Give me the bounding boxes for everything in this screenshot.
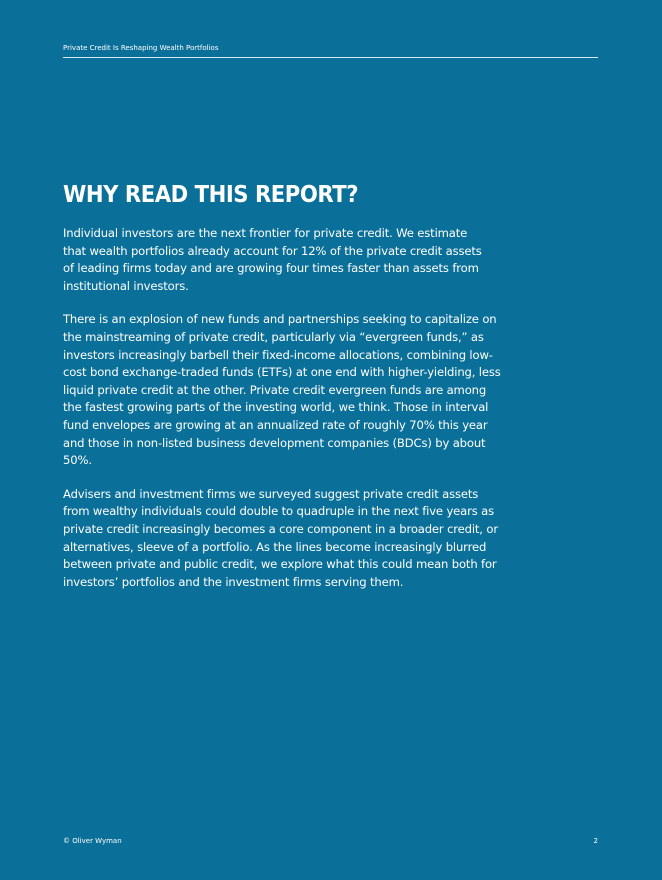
page-number: 2 [593, 837, 598, 845]
running-header [63, 43, 598, 58]
running-header-title: Private Credit Is Reshaping Wealth Portfolios [63, 44, 219, 52]
main-content [63, 178, 503, 591]
body-paragraph-3: Advisers and investment firms we surveyed suggest private credit assets from wealthy individuals could double to quadruple in the next five years as private credit increasingly becomes a core component in a broader credit, or alternatives, sleeve of a portfolio. As the lines become increasingly blurred between private and public credit, we explore what this could mean both for investors’ portfolios and the investment firms serving them. [63, 486, 498, 589]
page-title: WHY READ THIS REPORT? [63, 182, 359, 208]
body-paragraph-2: There is an explosion of new funds and partnerships seeking to capitalize on the mainstreaming of private credit, particularly via “evergreen funds,” as investors increasingly barbell their fixed-income allocations, combining low-cost bond exchange-traded funds (ETFs) at one end with higher-yielding, less liquid private credit at the other. Private credit evergreen funds are among the fastest growing parts of the investing world, we think. Those in interval fund envelopes are growing at an annualized rate of roughly 70% this year and those in non-listed business development companies (BDCs) by about 50%. [63, 312, 501, 468]
body-paragraph-1: Individual investors are the next frontier for private credit. We estimate that wealth portfolios already account for 12% of the private credit assets of leading firms today and are growing four times faster than assets from institutional investors. [63, 226, 482, 293]
footer-copyright: © Oliver Wyman [63, 837, 122, 845]
